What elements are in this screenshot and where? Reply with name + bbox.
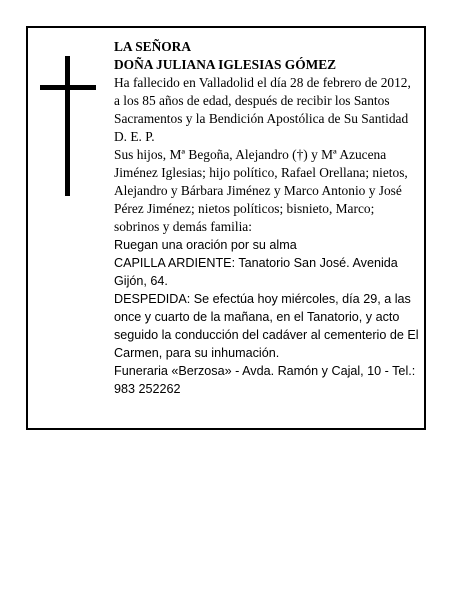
funeral-home-info: Funeraria «Berzosa» - Avda. Ramón y Cajal, 10 - Tel.: 983 252262 — [114, 364, 416, 396]
prayer-request: Ruegan una oración por su alma — [114, 238, 297, 252]
title-line-1: LA SEÑORA — [114, 39, 192, 54]
deceased-name: DOÑA JULIANA IGLESIAS GÓMEZ — [114, 57, 337, 72]
family-list: Sus hijos, Mª Begoña, Alejandro (†) y Mª Azucena Jiménez Iglesias; hijo político, Rafael Orellana; nietos, Alejandro y Bárbara Jiménez y Marco Antonio y José Pérez Jiménez; nietos políticos; bisnieto, Marco; sobrinos y demás familia: — [114, 147, 408, 234]
cross-horizontal-bar — [40, 85, 96, 90]
cross-vertical-bar — [65, 56, 70, 196]
chapel-info: CAPILLA ARDIENTE: Tanatorio San José. Avenida Gijón, 64. — [114, 256, 398, 288]
obituary-text — [114, 38, 420, 398]
farewell-info: DESPEDIDA: Se efectúa hoy miércoles, día 29, a las once y cuarto de la mañana, en el Tanatorio, y acto seguido la conducción del cadáver al cementerio de El Carmen, para su inhumación. — [114, 292, 419, 360]
death-announcement: Ha fallecido en Valladolid el día 28 de febrero de 2012, a los 85 años de edad, después de recibir los Santos Sacramentos y la Bendición Apostólica de Su Santidad D. E. P. — [114, 75, 411, 144]
